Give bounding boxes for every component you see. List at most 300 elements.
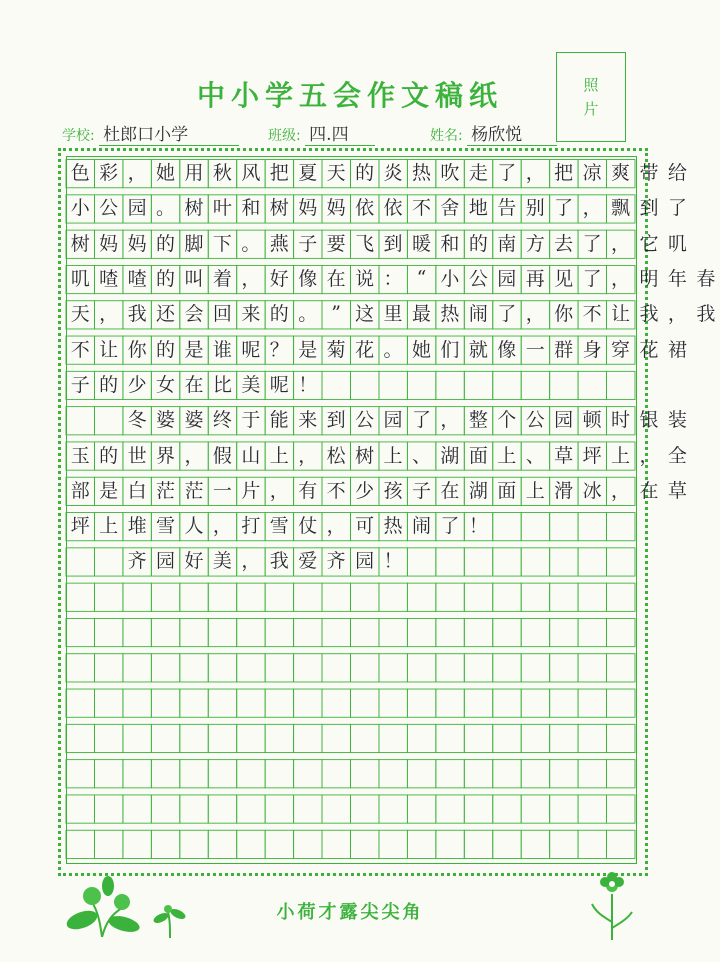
essay-char: 少	[355, 479, 375, 502]
essay-char: 依	[383, 197, 403, 220]
grid-cell	[436, 795, 464, 823]
essay-char: 少	[127, 373, 147, 396]
grid-cell	[493, 618, 521, 646]
grid-cell	[607, 548, 635, 576]
grid-cell	[123, 654, 151, 682]
grid-cell	[607, 760, 635, 788]
essay-char: 上	[269, 444, 289, 467]
grid-cell	[322, 583, 350, 611]
essay-char: 在	[440, 479, 460, 502]
grid-cell	[351, 689, 379, 717]
essay-char: 园	[554, 409, 574, 432]
grid-cell	[493, 795, 521, 823]
essay-char: ，	[611, 232, 631, 255]
grid-cell	[180, 830, 208, 858]
essay-char: 树	[70, 232, 90, 255]
grid-cell	[322, 760, 350, 788]
grid-cell	[578, 583, 606, 611]
essay-char: ，	[611, 479, 631, 502]
grid-cell	[151, 830, 179, 858]
essay-char: 妈	[326, 197, 346, 220]
essay-char: ！	[468, 515, 488, 538]
grid-cell	[151, 618, 179, 646]
essay-line	[66, 158, 692, 189]
grid-cell	[66, 583, 94, 611]
grid-cell	[436, 724, 464, 752]
essay-char: 菊	[326, 338, 346, 361]
essay-char: 还	[156, 303, 176, 326]
essay-char: 穿	[611, 338, 631, 361]
essay-char: 是	[298, 338, 318, 361]
essay-char: ，	[667, 303, 687, 326]
essay-char: 松	[326, 444, 346, 467]
essay-char: 别	[525, 197, 545, 220]
essay-char: 在	[184, 373, 204, 396]
essay-char: 世	[127, 444, 147, 467]
grid-cell	[351, 583, 379, 611]
essay-char: 婆	[156, 409, 176, 432]
grid-cell	[379, 760, 407, 788]
grid-cell	[607, 583, 635, 611]
grid-cell	[578, 654, 606, 682]
essay-char: 里	[383, 303, 403, 326]
photo-box	[556, 52, 626, 142]
essay-char: 。	[298, 303, 318, 326]
essay-char: 给	[667, 162, 687, 185]
essay-char: 假	[212, 444, 232, 467]
essay-char: 坪	[582, 444, 602, 467]
essay-char	[66, 405, 94, 433]
grid-cell	[436, 689, 464, 717]
grid-cell	[493, 689, 521, 717]
grid-cell	[578, 371, 606, 399]
essay-char: 装	[667, 409, 687, 432]
grid-cell	[66, 724, 94, 752]
essay-char: 面	[497, 479, 517, 502]
essay-char: ，	[184, 444, 204, 467]
essay-char: 的	[99, 444, 119, 467]
grid-cell	[294, 724, 322, 752]
essay-char: 彩	[99, 162, 119, 185]
essay-char: 花	[355, 338, 375, 361]
essay-char: 茫	[184, 479, 204, 502]
grid-cell	[208, 618, 236, 646]
essay-char: 闹	[468, 303, 488, 326]
grid-cell	[550, 760, 578, 788]
grid-cell	[578, 760, 606, 788]
grid-cell	[151, 654, 179, 682]
essay-char: 方	[525, 232, 545, 255]
grid-cell	[66, 618, 94, 646]
grid-cell	[521, 724, 549, 752]
footer-motto: 小荷才露尖尖角	[276, 902, 424, 923]
grid-cell	[180, 760, 208, 788]
essay-char: 喳	[99, 268, 119, 291]
grid-cell	[294, 830, 322, 858]
grid-cell	[94, 583, 122, 611]
essay-char: 园	[127, 197, 147, 220]
grid-cell	[578, 548, 606, 576]
essay-char: 婆	[184, 409, 204, 432]
essay-char: 。	[383, 338, 403, 361]
essay-char: 湖	[468, 479, 488, 502]
grid-cell	[607, 830, 635, 858]
grid-cell	[66, 760, 94, 788]
grid-cell	[464, 724, 492, 752]
essay-char: 小	[70, 197, 90, 220]
grid-cell	[123, 760, 151, 788]
grid-cell	[351, 618, 379, 646]
essay-char: 你	[554, 303, 574, 326]
essay-char: 年	[667, 268, 687, 291]
grid-cell	[294, 760, 322, 788]
grid-cell	[607, 654, 635, 682]
grid-cell	[151, 724, 179, 752]
essay-char: 美	[212, 550, 232, 573]
grid-cell	[180, 795, 208, 823]
grid-cell	[550, 795, 578, 823]
essay-char: ”	[331, 301, 342, 324]
grid-cell	[237, 654, 265, 682]
essay-char	[66, 546, 94, 574]
essay-char: 子	[70, 373, 90, 396]
grid-cell	[379, 795, 407, 823]
grid-cell	[379, 371, 407, 399]
essay-char: 群	[554, 338, 574, 361]
grid-cell	[123, 724, 151, 752]
grid-cell	[180, 724, 208, 752]
essay-char: 谁	[212, 338, 232, 361]
grid-cell	[379, 724, 407, 752]
grid-cell	[550, 583, 578, 611]
essay-char: 时	[611, 409, 631, 432]
essay-char: 界	[156, 444, 176, 467]
essay-char: 了	[582, 268, 602, 291]
essay-char: 了	[497, 303, 517, 326]
essay-char: ，	[269, 479, 289, 502]
grid-cell	[550, 371, 578, 399]
essay-char	[94, 546, 122, 574]
grid-cell	[578, 795, 606, 823]
essay-char: ，	[582, 197, 602, 220]
essay-char: 让	[99, 338, 119, 361]
grid-cell	[265, 760, 293, 788]
essay-char: 下	[212, 232, 232, 255]
essay-char: 南	[497, 232, 517, 255]
essay-char: 上	[611, 444, 631, 467]
grid-cell	[123, 689, 151, 717]
essay-char: 她	[156, 162, 176, 185]
grid-cell	[521, 795, 549, 823]
essay-char: 部	[70, 479, 90, 502]
essay-char: 个	[497, 409, 517, 432]
essay-line	[66, 440, 692, 471]
essay-char: 山	[241, 444, 261, 467]
essay-char: 上	[99, 515, 119, 538]
essay-char: 你	[127, 338, 147, 361]
essay-char: 不	[70, 338, 90, 361]
essay-char: 热	[383, 515, 403, 538]
grid-cell	[151, 760, 179, 788]
essay-char: 冬	[127, 409, 147, 432]
essay-char: 女	[156, 373, 176, 396]
essay-char: 整	[468, 409, 488, 432]
grid-cell	[493, 830, 521, 858]
essay-char: 白	[127, 479, 147, 502]
essay-char: 说	[355, 268, 375, 291]
essay-char: 见	[554, 268, 574, 291]
grid-cell	[94, 724, 122, 752]
grid-cell	[123, 830, 151, 858]
essay-char: 来	[241, 303, 261, 326]
grid-cell	[464, 371, 492, 399]
essay-char: 雪	[269, 515, 289, 538]
essay-char: ：	[383, 268, 403, 291]
grid-cell	[578, 830, 606, 858]
essay-char: 园	[355, 550, 375, 573]
essay-char: 天	[326, 162, 346, 185]
essay-line	[66, 511, 493, 542]
essay-char: 把	[554, 162, 574, 185]
essay-char: 树	[269, 197, 289, 220]
essay-char: 玉	[70, 444, 90, 467]
essay-char: 她	[411, 338, 431, 361]
essay-char: 的	[156, 268, 176, 291]
essay-char: 我	[696, 303, 716, 326]
essay-char: 银	[639, 409, 659, 432]
grid-cell	[407, 760, 435, 788]
essay-char: 就	[468, 338, 488, 361]
essay-char: 了	[497, 162, 517, 185]
essay-char: 的	[156, 232, 176, 255]
essay-char: 色	[70, 162, 90, 185]
essay-char: 要	[326, 232, 346, 255]
grid-cell	[94, 760, 122, 788]
grid-cell	[578, 618, 606, 646]
grid-cell	[407, 830, 435, 858]
essay-char: 、	[411, 444, 431, 467]
grid-cell	[550, 513, 578, 541]
essay-char: 。	[241, 232, 261, 255]
essay-char: 打	[241, 515, 261, 538]
essay-char: 叫	[184, 268, 204, 291]
grid-cell	[407, 583, 435, 611]
essay-char: 燕	[269, 232, 289, 255]
grid-cell	[493, 371, 521, 399]
essay-char: 来	[298, 409, 318, 432]
essay-char: 坪	[70, 515, 90, 538]
essay-char: 是	[184, 338, 204, 361]
essay-char: ，	[326, 515, 346, 538]
grid-cell	[265, 830, 293, 858]
essay-char: 和	[440, 232, 460, 255]
essay-char: 闹	[411, 515, 431, 538]
essay-char: 着	[212, 268, 232, 291]
essay-char: 草	[554, 444, 574, 467]
grid-cell	[294, 618, 322, 646]
grid-cell	[493, 513, 521, 541]
essay-char: 吹	[440, 162, 460, 185]
essay-char: 一	[525, 338, 545, 361]
grid-cell	[550, 548, 578, 576]
essay-char: 片	[241, 479, 261, 502]
grid-cell	[66, 654, 94, 682]
essay-char: 呢	[269, 373, 289, 396]
grid-cell	[407, 548, 435, 576]
essay-char: 茫	[156, 479, 176, 502]
grid-cell	[151, 795, 179, 823]
grid-cell	[407, 618, 435, 646]
class-label: 班级:	[268, 128, 301, 144]
grid-cell	[237, 724, 265, 752]
essay-char: 热	[411, 162, 431, 185]
grid-cell	[208, 830, 236, 858]
grid-cell	[123, 583, 151, 611]
essay-char: ，	[127, 162, 147, 185]
essay-char: 我	[639, 303, 659, 326]
grid-cell	[180, 618, 208, 646]
sprout-icon	[150, 900, 190, 940]
grid-cell	[521, 654, 549, 682]
essay-char: ，	[241, 550, 261, 573]
essay-char: ，	[611, 268, 631, 291]
essay-char: 叽	[667, 232, 687, 255]
class-field	[268, 120, 375, 146]
grid-cell	[379, 583, 407, 611]
grid-cell	[578, 724, 606, 752]
grid-cell	[550, 830, 578, 858]
essay-char: 了	[667, 197, 687, 220]
grid-cell	[464, 795, 492, 823]
essay-char: 风	[241, 162, 261, 185]
grid-cell	[607, 371, 635, 399]
essay-char: “	[416, 266, 427, 289]
essay-char: 地	[468, 197, 488, 220]
grid-cell	[351, 760, 379, 788]
essay-char: 把	[269, 162, 289, 185]
grid-cell	[464, 618, 492, 646]
paper-title: 中小学五会作文稿纸	[196, 79, 503, 112]
grid-cell	[464, 583, 492, 611]
grid-cell	[66, 795, 94, 823]
essay-char: 冰	[582, 479, 602, 502]
essay-char: 园	[383, 409, 403, 432]
grid-cell	[322, 618, 350, 646]
essay-char: 好	[184, 550, 204, 573]
grid-cell	[322, 795, 350, 823]
essay-char: 凉	[582, 162, 602, 185]
grid-cell	[265, 689, 293, 717]
grid-cell	[464, 760, 492, 788]
grid-cell	[379, 618, 407, 646]
essay-char: 像	[298, 268, 318, 291]
essay-char: 妈	[298, 197, 318, 220]
essay-char: 园	[497, 268, 517, 291]
essay-char: 齐	[127, 550, 147, 573]
grid-cell	[578, 689, 606, 717]
grid-cell	[237, 583, 265, 611]
essay-char: 湖	[440, 444, 460, 467]
grid-cell	[294, 689, 322, 717]
essay-char: 树	[184, 197, 204, 220]
essay-char: ，	[525, 303, 545, 326]
grid-cell	[180, 654, 208, 682]
essay-char: 齐	[326, 550, 346, 573]
essay-char: ，	[525, 162, 545, 185]
grid-cell	[151, 583, 179, 611]
essay-char: 滑	[554, 479, 574, 502]
essay-char: 叽	[70, 268, 90, 291]
essay-char: 是	[99, 479, 119, 502]
grid-cell	[94, 795, 122, 823]
grid-cell	[607, 618, 635, 646]
essay-char: 在	[639, 479, 659, 502]
essay-char: 叶	[212, 197, 232, 220]
essay-char: 像	[497, 338, 517, 361]
name-value: 杨欣悦	[467, 120, 557, 146]
grid-cell	[322, 830, 350, 858]
grid-cell	[607, 513, 635, 541]
essay-line	[66, 475, 692, 506]
essay-line	[66, 405, 692, 436]
grid-cell	[94, 830, 122, 858]
essay-char: 走	[468, 162, 488, 185]
grid-cell	[436, 618, 464, 646]
grid-cell	[94, 618, 122, 646]
grid-cell	[493, 760, 521, 788]
grid-cell	[407, 724, 435, 752]
essay-char: 让	[611, 303, 631, 326]
grid-cell	[237, 760, 265, 788]
grid-cell	[379, 830, 407, 858]
grid-cell	[180, 583, 208, 611]
grid-cell	[237, 618, 265, 646]
essay-line	[66, 299, 720, 330]
essay-char: 春	[696, 268, 716, 291]
essay-line	[66, 369, 322, 400]
grid-cell	[436, 654, 464, 682]
grid-cell	[322, 724, 350, 752]
grid-cell	[578, 513, 606, 541]
grid-cell	[265, 583, 293, 611]
grid-cell	[351, 795, 379, 823]
essay-char: 告	[497, 197, 517, 220]
grid-cell	[123, 795, 151, 823]
grid-cell	[407, 795, 435, 823]
essay-char: 呢	[241, 338, 261, 361]
grid-cell	[521, 548, 549, 576]
essay-char: 比	[212, 373, 232, 396]
essay-char: 不	[582, 303, 602, 326]
grid-cell	[322, 371, 350, 399]
essay-char: 顿	[582, 409, 602, 432]
essay-char: 飘	[611, 197, 631, 220]
grid-cell	[294, 583, 322, 611]
essay-char: 上	[383, 444, 403, 467]
grid-cell	[521, 760, 549, 788]
grid-cell	[351, 830, 379, 858]
essay-char: 全	[667, 444, 687, 467]
essay-char: 能	[269, 409, 289, 432]
essay-char: 仗	[298, 515, 318, 538]
grid-cell	[322, 689, 350, 717]
essay-char: 、	[525, 444, 545, 467]
grid-cell	[66, 689, 94, 717]
essay-char: 上	[525, 479, 545, 502]
essay-char: 到	[326, 409, 346, 432]
grid-cell	[521, 689, 549, 717]
essay-char: 带	[639, 162, 659, 185]
